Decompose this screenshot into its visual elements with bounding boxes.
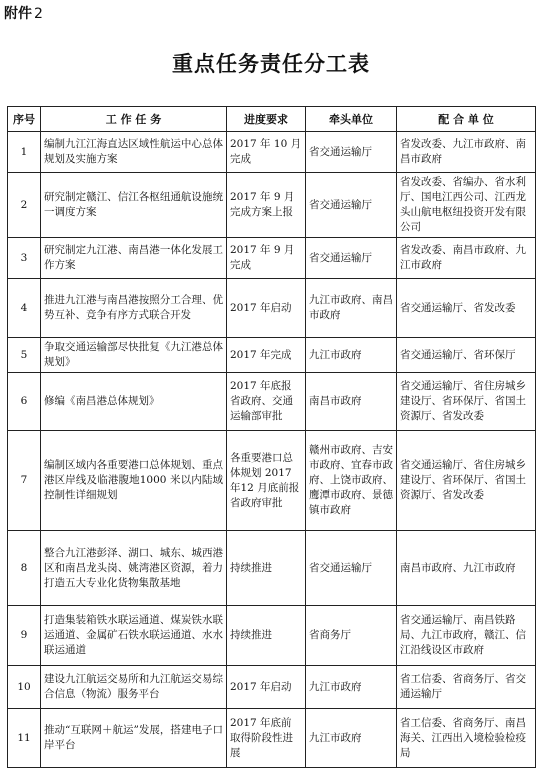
table-header-row bbox=[8, 107, 536, 132]
cell-lead: 九江市政府、南昌市政府 bbox=[306, 279, 397, 338]
table-row bbox=[8, 338, 536, 373]
cell-coop: 南昌市政府、九江市政府 bbox=[397, 531, 536, 606]
cell-coop: 省交通运输厅、省发改委 bbox=[397, 279, 536, 338]
cell-progress: 2017 年完成 bbox=[227, 338, 306, 373]
cell-no: 1 bbox=[8, 132, 41, 173]
cell-no: 5 bbox=[8, 338, 41, 373]
cell-progress: 2017 年 9 月完成方案上报 bbox=[227, 173, 306, 238]
cell-progress: 2017 年启动 bbox=[227, 666, 306, 709]
header-coop: 配 合 单 位 bbox=[397, 107, 536, 132]
cell-coop: 省发改委、省编办、省水利厅、国电江西公司、江西龙头山航电枢纽投资开发有限公司 bbox=[397, 173, 536, 238]
cell-task: 建设九江航运交易所和九江航运交易综合信息（物流）服务平台 bbox=[41, 666, 227, 709]
table-row bbox=[8, 279, 536, 338]
cell-coop: 省工信委、省商务厅、南昌海关、江西出入境检验检疫局 bbox=[397, 709, 536, 768]
cell-progress: 2017 年底前取得阶段性进展 bbox=[227, 709, 306, 768]
cell-no: 3 bbox=[8, 238, 41, 279]
cell-no: 4 bbox=[8, 279, 41, 338]
cell-task: 争取交通运输部尽快批复《九江港总体规划》 bbox=[41, 338, 227, 373]
cell-no: 7 bbox=[8, 431, 41, 531]
header-lead: 牵头单位 bbox=[306, 107, 397, 132]
attachment-number: 2 bbox=[34, 6, 43, 22]
cell-progress: 2017 年启动 bbox=[227, 279, 306, 338]
cell-no: 10 bbox=[8, 666, 41, 709]
cell-progress: 2017 年 9 月完成 bbox=[227, 238, 306, 279]
responsibility-table bbox=[7, 106, 536, 768]
attachment-label bbox=[4, 3, 43, 23]
page-title: 重点任务责任分工表 bbox=[172, 52, 370, 76]
cell-coop: 省交通运输厅、省环保厅 bbox=[397, 338, 536, 373]
cell-task: 整合九江港彭泽、湖口、城东、城西港区和南昌龙头岗、姚湾港区资源，着力打造五大专业化货物集散基地 bbox=[41, 531, 227, 606]
header-no: 序号 bbox=[8, 107, 41, 132]
cell-no: 8 bbox=[8, 531, 41, 606]
cell-lead: 南昌市政府 bbox=[306, 373, 397, 431]
cell-task: 编制九江江海直达区域性航运中心总体规划及实施方案 bbox=[41, 132, 227, 173]
cell-lead: 九江市政府 bbox=[306, 338, 397, 373]
cell-task: 研究制定赣江、信江各枢纽通航设施统一调度方案 bbox=[41, 173, 227, 238]
header-progress: 进度要求 bbox=[227, 107, 306, 132]
cell-lead: 赣州市政府、吉安市政府、宜春市政府、上饶市政府、鹰潭市政府、景德镇市政府 bbox=[306, 431, 397, 531]
cell-lead: 省交通运输厅 bbox=[306, 173, 397, 238]
cell-lead: 九江市政府 bbox=[306, 666, 397, 709]
cell-coop: 省发改委、南昌市政府、九江市政府 bbox=[397, 238, 536, 279]
cell-no: 9 bbox=[8, 606, 41, 666]
table-row bbox=[8, 709, 536, 768]
cell-coop: 省工信委、省商务厅、省交通运输厅 bbox=[397, 666, 536, 709]
cell-task: 修编《南昌港总体规划》 bbox=[41, 373, 227, 431]
cell-lead: 省商务厅 bbox=[306, 606, 397, 666]
cell-lead: 省交通运输厅 bbox=[306, 132, 397, 173]
table-row bbox=[8, 431, 536, 531]
cell-task: 研究制定九江港、南昌港一体化发展工作方案 bbox=[41, 238, 227, 279]
cell-progress: 2017 年 10 月完成 bbox=[227, 132, 306, 173]
cell-progress: 2017 年底报省政府、交通运输部审批 bbox=[227, 373, 306, 431]
cell-no: 2 bbox=[8, 173, 41, 238]
table-row bbox=[8, 132, 536, 173]
table-row bbox=[8, 238, 536, 279]
cell-no: 11 bbox=[8, 709, 41, 768]
cell-lead: 九江市政府 bbox=[306, 709, 397, 768]
cell-progress: 持续推进 bbox=[227, 531, 306, 606]
table-row bbox=[8, 373, 536, 431]
attachment-text: 附件 bbox=[4, 6, 32, 22]
header-task: 工 作 任 务 bbox=[41, 107, 227, 132]
table-row bbox=[8, 606, 536, 666]
cell-lead: 省交通运输厅 bbox=[306, 238, 397, 279]
cell-task: 编制区域内各重要港口总体规划、重点港区岸线及临港腹地1000 米以内陆域控制性详细规划 bbox=[41, 431, 227, 531]
table-row bbox=[8, 173, 536, 238]
cell-coop: 省交通运输厅、省住房城乡建设厅、省环保厅、省国土资源厅、省发改委 bbox=[397, 373, 536, 431]
cell-task: 打造集装箱铁水联运通道、煤炭铁水联运通道、金属矿石铁水联运通道、水水联运通道 bbox=[41, 606, 227, 666]
cell-no: 6 bbox=[8, 373, 41, 431]
cell-coop: 省交通运输厅、南昌铁路局、九江市政府，赣江、信江沿线设区市政府 bbox=[397, 606, 536, 666]
cell-progress: 各重要港口总体规划 2017 年12 月底前报省政府审批 bbox=[227, 431, 306, 531]
cell-coop: 省交通运输厅、省住房城乡建设厅、省环保厅、省国土资源厅、省发改委 bbox=[397, 431, 536, 531]
cell-lead: 省交通运输厅 bbox=[306, 531, 397, 606]
cell-coop: 省发改委、九江市政府、南昌市政府 bbox=[397, 132, 536, 173]
table-row bbox=[8, 531, 536, 606]
cell-task: 推进九江港与南昌港按照分工合理、优势互补、竞争有序方式联合开发 bbox=[41, 279, 227, 338]
cell-progress: 持续推进 bbox=[227, 606, 306, 666]
table-row bbox=[8, 666, 536, 709]
cell-task: 推动“互联网＋航运”发展，搭建电子口岸平台 bbox=[41, 709, 227, 768]
